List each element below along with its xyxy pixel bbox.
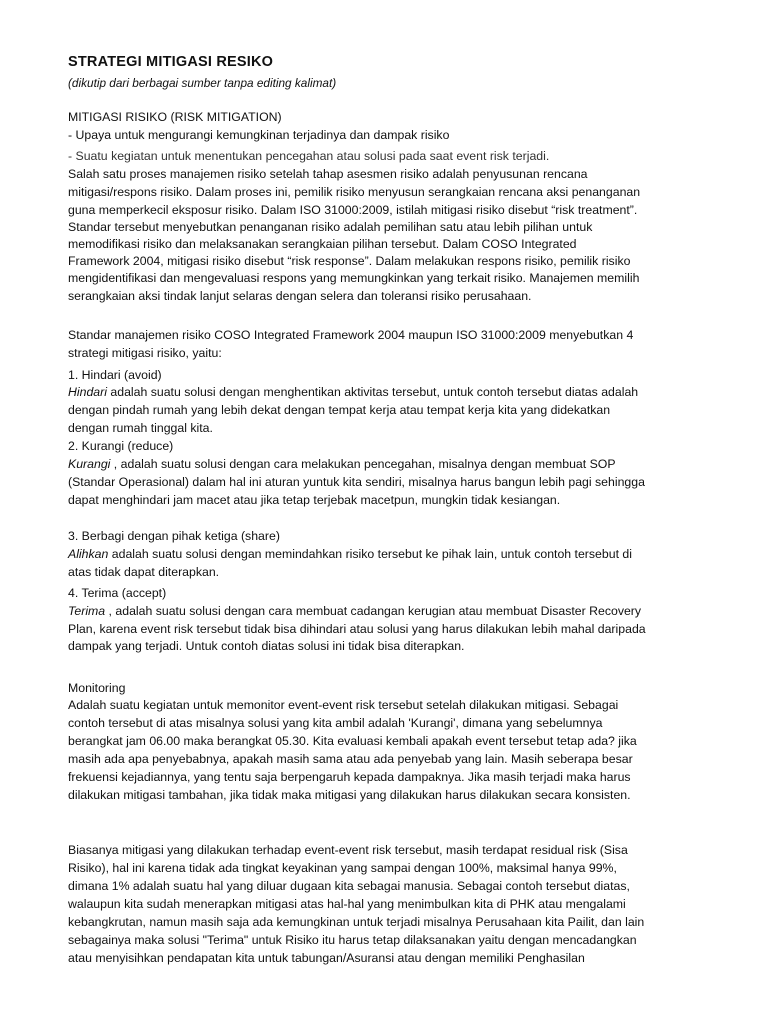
strategy-term: Terima: [68, 604, 106, 618]
mitigation-paragraph-line: mitigasi/respons risiko. Dalam proses ini, pemilik risiko menyusun serangkaian rencana aksi penanganan: [68, 185, 641, 199]
monitoring-line: contoh tersebut di atas misalnya solusi yang kita ambil adalah 'Kurangi', dimana yang sebelumnya: [68, 716, 603, 730]
monitoring-line: dilakukan mitigasi tambahan, jika tidak maka mitigasi yang dilakukan harus dilakukan secara konsisten.: [68, 788, 631, 802]
mitigation-paragraph-line: Framework 2004, mitigasi risiko disebut “risk response”. Dalam melakukan respons risiko, pemilik risiko: [68, 254, 631, 268]
strategy-line-text: , adalah suatu solusi dengan cara membuat cadangan kerugian atau membuat Disaster Recovery: [105, 604, 642, 618]
residual-line: kebangkrutan, namun masih saja ada kemungkinan untuk terjadi misalnya Perusahaan kita Pailit, dan lain: [68, 915, 645, 929]
standard-intro-line: strategi mitigasi risiko, yaitu:: [68, 346, 222, 360]
mitigation-paragraph-line: memodifikasi risiko dan melaksanakan serangkaian pilihan tersebut. Dalam COSO Integrated: [68, 237, 577, 251]
monitoring-heading: Monitoring: [68, 681, 126, 695]
strategy-line: [68, 603, 641, 619]
mitigation-bullet: - Suatu kegiatan untuk menentukan pencegahan atau solusi pada saat event risk terjadi.: [68, 149, 550, 163]
mitigation-paragraph-line: Salah satu proses manajemen risiko setelah tahap asesmen risiko adalah penyusunan rencana: [68, 167, 588, 181]
strategy-line-text: , adalah suatu solusi dengan cara melakukan pencegahan, misalnya dengan membuat SOP: [110, 457, 616, 471]
strategy-line-text: adalah suatu solusi dengan memindahkan risiko tersebut ke pihak lain, untuk contoh tersebut di: [108, 547, 632, 561]
monitoring-line: berangkat jam 06.00 maka berangkat 05.30. Kita evaluasi kembali apakah event tersebut tetap ada? jika: [68, 734, 637, 748]
strategy-line: [68, 546, 632, 562]
mitigation-paragraph-line: guna memperkecil eksposur risiko. Dalam ISO 31000:2009, istilah mitigasi risiko disebut “risk treatment”.: [68, 203, 638, 217]
mitigation-paragraph-line: serangkaian aksi tindak lanjut selaras dengan selera dan toleransi risiko perusahaan.: [68, 289, 532, 303]
monitoring-line: masih ada apa penyebabnya, apakah masih sama atau ada penyebab yang lain. Masih seberapa besar: [68, 752, 633, 766]
residual-line: sebagainya maka solusi "Terima" untuk Risiko itu harus tetap dilaksanakan yaitu dengan mencadangkan: [68, 933, 637, 947]
document-title: STRATEGI MITIGASI RESIKO: [68, 54, 274, 70]
strategy-heading: 2. Kurangi (reduce): [68, 439, 174, 453]
strategy-line: dampak yang terjadi. Untuk contoh diatas solusi ini tidak bisa diterapkan.: [68, 639, 465, 653]
strategy-line: (Standar Operasional) dalam hal ini aturan yuntuk kita sendiri, misalnya harus bangun lebih pagi sehingga: [68, 475, 645, 489]
monitoring-line: frekuensi kejadiannya, yang tentu saja berpengaruh kepada dampaknya. Jika masih terjadi maka harus: [68, 770, 631, 784]
strategy-heading: 3. Berbagi dengan pihak ketiga (share): [68, 529, 280, 543]
mitigation-bullet: - Upaya untuk mengurangi kemungkinan terjadinya dan dampak risiko: [68, 128, 450, 142]
strategy-line-text: adalah suatu solusi dengan menghentikan aktivitas tersebut, untuk contoh tersebut diatas adalah: [106, 385, 639, 399]
strategy-heading: 4. Terima (accept): [68, 586, 167, 600]
standard-intro-line: Standar manajemen risiko COSO Integrated Framework 2004 maupun ISO 31000:2009 menyebutkan 4: [68, 328, 634, 342]
strategy-term: Kurangi: [68, 457, 111, 471]
residual-line: Risiko), hal ini karena tidak ada tingkat keyakinan yang sampai dengan 100%, maksimal hanya 99%,: [68, 861, 617, 875]
residual-line: walaupun kita sudah menerapkan mitigasi atas hal-hal yang menimbulkan kita di PHK atau mengalami: [68, 897, 626, 911]
strategy-line: dengan rumah tinggal kita.: [68, 421, 213, 435]
mitigation-paragraph-line: Standar tersebut menyebutkan penanganan risiko adalah pemilihan satu atau lebih pilihan untuk: [68, 220, 593, 234]
strategy-line: atas tidak dapat diterapkan.: [68, 565, 220, 579]
residual-line: atau menyisihkan pendapatan kita untuk tabungan/Asuransi atau dengan memiliki Penghasilan: [68, 951, 585, 965]
residual-line: dimana 1% adalah suatu hal yang diluar dugaan kita sebagai manusia. Sebagai contoh tersebut diatas,: [68, 879, 630, 893]
strategy-heading: 1. Hindari (avoid): [68, 368, 162, 382]
monitoring-line: Adalah suatu kegiatan untuk memonitor event-event risk tersebut setelah dilakukan mitigasi. Sebagai: [68, 698, 619, 712]
document-subtitle: (dikutip dari berbagai sumber tanpa editing kalimat): [68, 76, 337, 90]
strategy-line: dapat menghindari jam macet atau jika tetap terjebak macetpun, mungkin tidak kesiangan.: [68, 493, 561, 507]
mitigation-paragraph-line: mengidentifikasi dan mengevaluasi respons yang memungkinkan yang terkait risiko. Manajemen memilih: [68, 271, 640, 285]
residual-line: Biasanya mitigasi yang dilakukan terhadap event-event risk tersebut, masih terdapat residual risk (Sisa: [68, 843, 628, 857]
mitigation-heading: MITIGASI RISIKO (RISK MITIGATION): [68, 110, 282, 124]
strategy-line: [68, 384, 638, 400]
strategy-term: Alihkan: [68, 547, 109, 561]
strategy-line: dengan pindah rumah yang lebih dekat dengan tempat kerja atau tempat kerja kita yang didekatkan: [68, 403, 611, 417]
strategy-line: [68, 456, 616, 472]
strategy-line: Plan, karena event risk tersebut tidak bisa dihindari atau solusi yang harus dilakukan lebih mahal daripada: [68, 622, 646, 636]
strategy-term: Hindari: [68, 385, 107, 399]
